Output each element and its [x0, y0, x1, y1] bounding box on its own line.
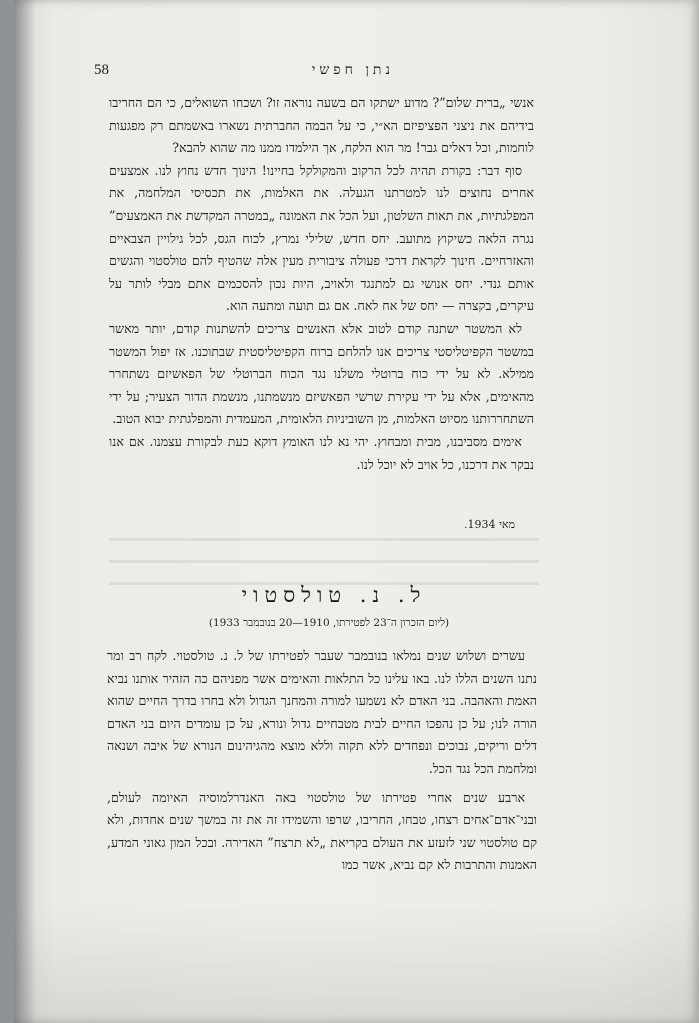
page-number: 58 — [94, 62, 109, 78]
article-title: ל. נ. טולסטוי — [241, 583, 427, 607]
page-header — [94, 60, 544, 86]
paragraph: אימים מסביבנו, מבית ומבחוץ. יהי נא לנו האומץ דוקא כעת לבקורת עצמנו. אם אנו נבקר את דרכנו, כל אויב לא יוכל לנו. — [109, 433, 534, 472]
running-title: נתן חפשי — [311, 62, 394, 78]
paragraph: ארבע שנים אחרי פטירתו של טולסטוי באה האנדרלמוסיה האיומה לעולם, ובני־אדם־אחים רצחו, טבחו, החריבו, שרפו והשמידו זה את זה במשך שנים אחדות, ולא קם טולסטוי שני לזעזע את העולם בקריאת „לא תרצח” האדירה. ובכל המון גאוני המדע, האמנות והתרבות לא קם נביא, אשר כמו — [107, 789, 537, 873]
paragraph: סוף דבר: בקורת תהיה לכל הרקוב והמקולקל בחיינו! הינוך חדש נחוץ לנו. אמצעים אחרים נחוצים לנו למטרתנו הגעלה. את האלמות, את תכסיסי המלחמה, את המפלגתיות, את תאות השלטון, ועל הכל את האמונה „במטרה המקדשת את האמצעים” נגרה הלאה כשיקוץ מתועב. יחס חדש, שלילי נמרץ, לכוח הגס, לכל גילויין הצבאיים והאזרחיים. חינוך לקראת דרכי פעולה ציבורית מעין אלה שהטיף להם טולסטוי והגשים אותם גנדי. יחס אנושי גם למתנגד ולאויב, היות נכון להסכמים אתם מבלי לותר על עיקרים, בקצרה — יחס של אח לאח. אם גם תועה ומתעה הוא. — [109, 162, 534, 314]
paragraph: עשרים ושלוש שנים נמלאו בנובמבר שעבר לפטירתו של ל. נ. טולסטוי. לקח רב ומר נתנו השנים הללו לנו. באו עלינו כל התלאות והאימים אשר מפניהם כה הזהיר אותנו נביא האמת והאהבה. בני האדם לא נשמעו למורה והמחנך הגדול ולא בחרו בדרך החיים שהוא הורה לנו; על כן נהפכו החיים לבית מטבחיים גדול ונורא, על כן עומדים היום בני האדם דלים וריקים, נבוכים ונפחדים ללא תקוה וללא מוצא מהגיהינום הנורא של איבה ושנאה ומלחמת הכל נגד הכל. — [107, 648, 537, 776]
binding-shadow — [14, 0, 36, 1023]
book-page — [14, 0, 699, 1023]
previous-article-ending — [109, 92, 534, 476]
paragraph: אנשי „ברית שלום”? מדוע ישתקו הם בשעה נוראה זו? ושכחו השואלים, כי הם החריבו בידיהם את ניצני הפציפיזם הא״י, כי על הבמה החברתית נשארו באשמתם רק מפגעות לוחמות, וכל דאלים גבר! מר הוא הלקח, אך הילמדו ממנו מה שהוא להבא? — [109, 95, 534, 156]
article-subtitle: (ליום הזכרון ה־23 לפטירתו, 1910—20 בנובמבר 1933) — [208, 617, 450, 629]
date-line: מאי 1934. — [464, 518, 516, 531]
article-body — [107, 645, 537, 877]
page-bottom-shading — [14, 903, 699, 1023]
paragraph: לא המשטר ישתנה קודם לטוב אלא האנשים צריכים להשתנות קודם, יותר מאשר במשטר הקפיטליסטי צריכים אנו להלחם ברוח הקפיטליסטית שבתוכנו. אז יפול המשטר ממילא. לא על ידי כוח ברוטלי משלנו נגד הכוח הברוטלי של הפאשיזם נשתחרר מהאימים, אלא על ידי עקירת שרשי הפאשיזם מנשמתנו, מנשמת הדור הצעיר; על ידי השתחררותנו מסיוט האלמות, מן השוביניות הלאומית, המעמדית והמפלגתית יבוא הטוב. — [109, 320, 534, 427]
